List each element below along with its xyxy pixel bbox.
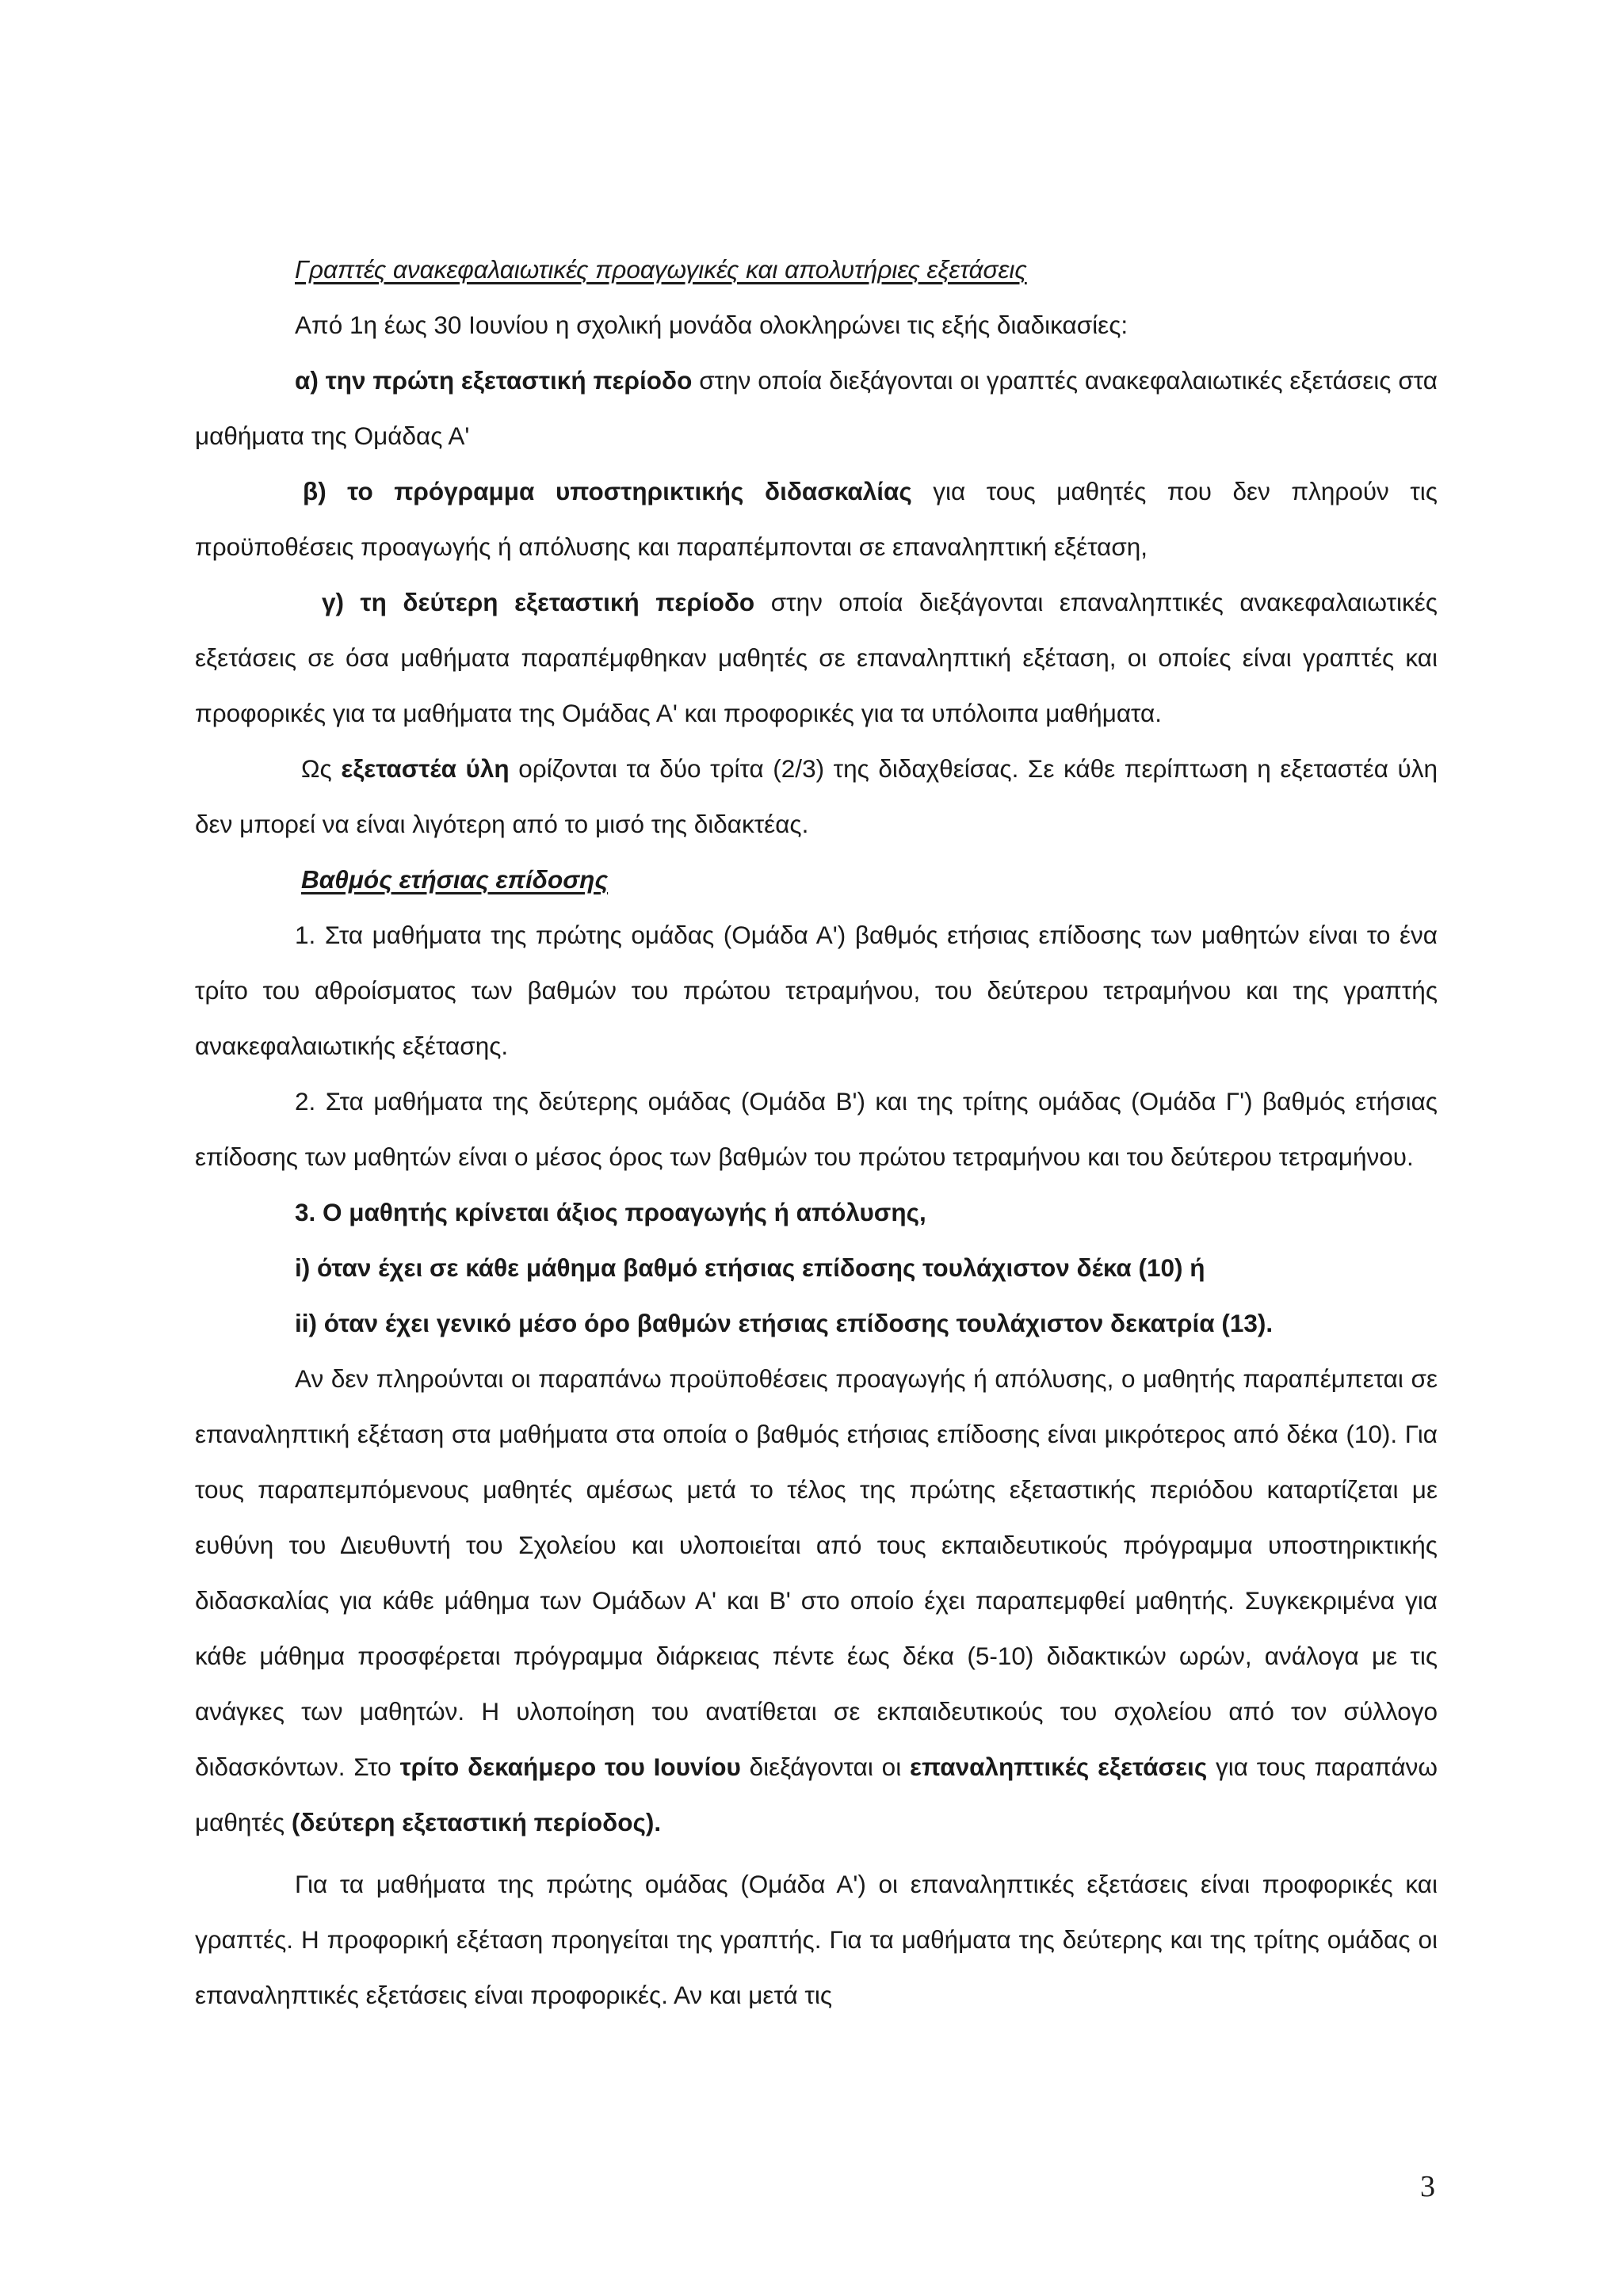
- exam-material-pre: Ως: [301, 754, 342, 783]
- section-heading-grade: Βαθμός ετήσιας επίδοσης: [301, 865, 609, 894]
- item-b-bold: β) το πρόγραμμα υποστηρικτικής διδασκαλίας: [303, 477, 912, 505]
- exam-material-paragraph: [195, 741, 1438, 852]
- referral-paragraph: [195, 1351, 1438, 1850]
- exam-material-post: ορίζονται τα δύο τρίτα (2/3) της διδαχθείσας. Σε κάθε περίπτωση η εξεταστέα ύλη δεν μπορεί να είναι λιγότερη από το μισό της διδακτέας.: [195, 754, 1438, 838]
- document-page: [195, 242, 1438, 2023]
- item-b-text: για τους μαθητές που δεν πληρούν τις προϋποθέσεις προαγωγής ή απόλυσης και παραπέμπονται σε επαναληπτική εξέταση,: [195, 477, 1438, 561]
- page-number: 3: [1420, 2170, 1435, 2203]
- grade-rule-3-i: i) όταν έχει σε κάθε μάθημα βαθμό ετήσιας επίδοσης τουλάχιστον δέκα (10) ή: [295, 1253, 1205, 1282]
- grade-rule-1: 1. Στα μαθήματα της πρώτης ομάδας (Ομάδα Α') βαθμός ετήσιας επίδοσης των μαθητών είναι το ένα τρίτο του αθροίσματος των βαθμών του πρώτου τετραμήνου, του δεύτερου τετραμήνου και της γραπτής ανακεφαλαιωτικής εξέτασης.: [195, 921, 1438, 1060]
- referral-bold-second-period: (δεύτερη εξεταστική περίοδος).: [291, 1808, 662, 1836]
- item-a-text: στην οποία διεξάγονται οι γραπτές ανακεφαλαιωτικές εξετάσεις στα μαθήματα της Ομάδας Α': [195, 366, 1438, 450]
- final-paragraph: Για τα μαθήματα της πρώτης ομάδας (Ομάδα Α') οι επαναληπτικές εξετάσεις είναι προφορικές και γραπτές. Η προφορική εξέταση προηγείται της γραπτής. Για τα μαθήματα της δεύτερης και της τρίτης ομάδας οι επαναληπτικές εξετάσεις είναι προφορικές. Αν και μετά τις: [195, 1870, 1438, 2009]
- referral-post: για τους παραπάνω μαθητές: [195, 1753, 1438, 1836]
- item-a-paragraph: [195, 353, 1438, 463]
- grade-rule-3: 3. Ο μαθητής κρίνεται άξιος προαγωγής ή απόλυσης,: [295, 1198, 926, 1226]
- section-heading-exams: Γραπτές ανακεφαλαιωτικές προαγωγικές και απολυτήριες εξετάσεις: [295, 255, 1027, 284]
- referral-text: Αν δεν πληρούνται οι παραπάνω προϋποθέσεις προαγωγής ή απόλυσης, ο μαθητής παραπέμπεται σε επαναληπτική εξέταση στα μαθήματα στα οποία ο βαθμός ετήσιας επίδοσης είναι μικρότερος από δέκα (10). Για τους παραπεμπόμενους μαθητές αμέσως μετά το τέλος της πρώτης εξεταστικής περιόδου καταρτίζεται με ευθύνη του Διευθυντή του Σχολείου και υλοποιείται από τους εκπαιδευτικούς πρόγραμμα υποστηρικτικής διδασκαλίας για κάθε μάθημα των Ομάδων Α' και Β' στο οποίο έχει παραπεμφθεί μαθητής. Συγκεκριμένα για κάθε μάθημα προσφέρεται πρόγραμμα διάρκειας πέντε έως δέκα (5-10) διδακτικών ωρών, ανάλογα με τις ανάγκες των μαθητών. Η υλοποίηση του ανατίθεται σε εκπαιδευτικούς του σχολείου από τον σύλλογο διδασκόντων. Στο: [195, 1364, 1438, 1781]
- item-c-bold: γ) τη δεύτερη εξεταστική περίοδο: [322, 588, 755, 616]
- intro-paragraph: Από 1η έως 30 Ιουνίου η σχολική μονάδα ολοκληρώνει τις εξής διαδικασίες:: [295, 311, 1128, 339]
- item-b-paragraph: [195, 463, 1438, 574]
- referral-bold-period: τρίτο δεκαήμερο του Ιουνίου: [399, 1753, 741, 1781]
- item-a-bold: α) την πρώτη εξεταστική περίοδο: [295, 366, 693, 395]
- item-c-text: στην οποία διεξάγονται επαναληπτικές ανακεφαλαιωτικές εξετάσεις σε όσα μαθήματα παραπέμφθηκαν μαθητές σε επαναληπτική εξέταση, οι οποίες είναι γραπτές και προφορικές για τα μαθήματα της Ομάδας Α' και προφορικές για τα υπόλοιπα μαθήματα.: [195, 588, 1438, 727]
- item-c-paragraph: [195, 574, 1438, 741]
- grade-rule-2: 2. Στα μαθήματα της δεύτερης ομάδας (Ομάδα Β') και της τρίτης ομάδας (Ομάδα Γ') βαθμός ετήσιας επίδοσης των μαθητών είναι ο μέσος όρος των βαθμών του πρώτου τετραμήνου και του δεύτερου τετραμήνου.: [195, 1087, 1438, 1171]
- grade-rule-3-ii: ii) όταν έχει γενικό μέσο όρο βαθμών ετήσιας επίδοσης τουλάχιστον δεκατρία (13).: [295, 1309, 1274, 1337]
- referral-bold-exams: επαναληπτικές εξετάσεις: [910, 1753, 1208, 1781]
- exam-material-bold: εξεταστέα ύλη: [341, 754, 510, 783]
- referral-mid: διεξάγονται οι: [740, 1753, 911, 1781]
